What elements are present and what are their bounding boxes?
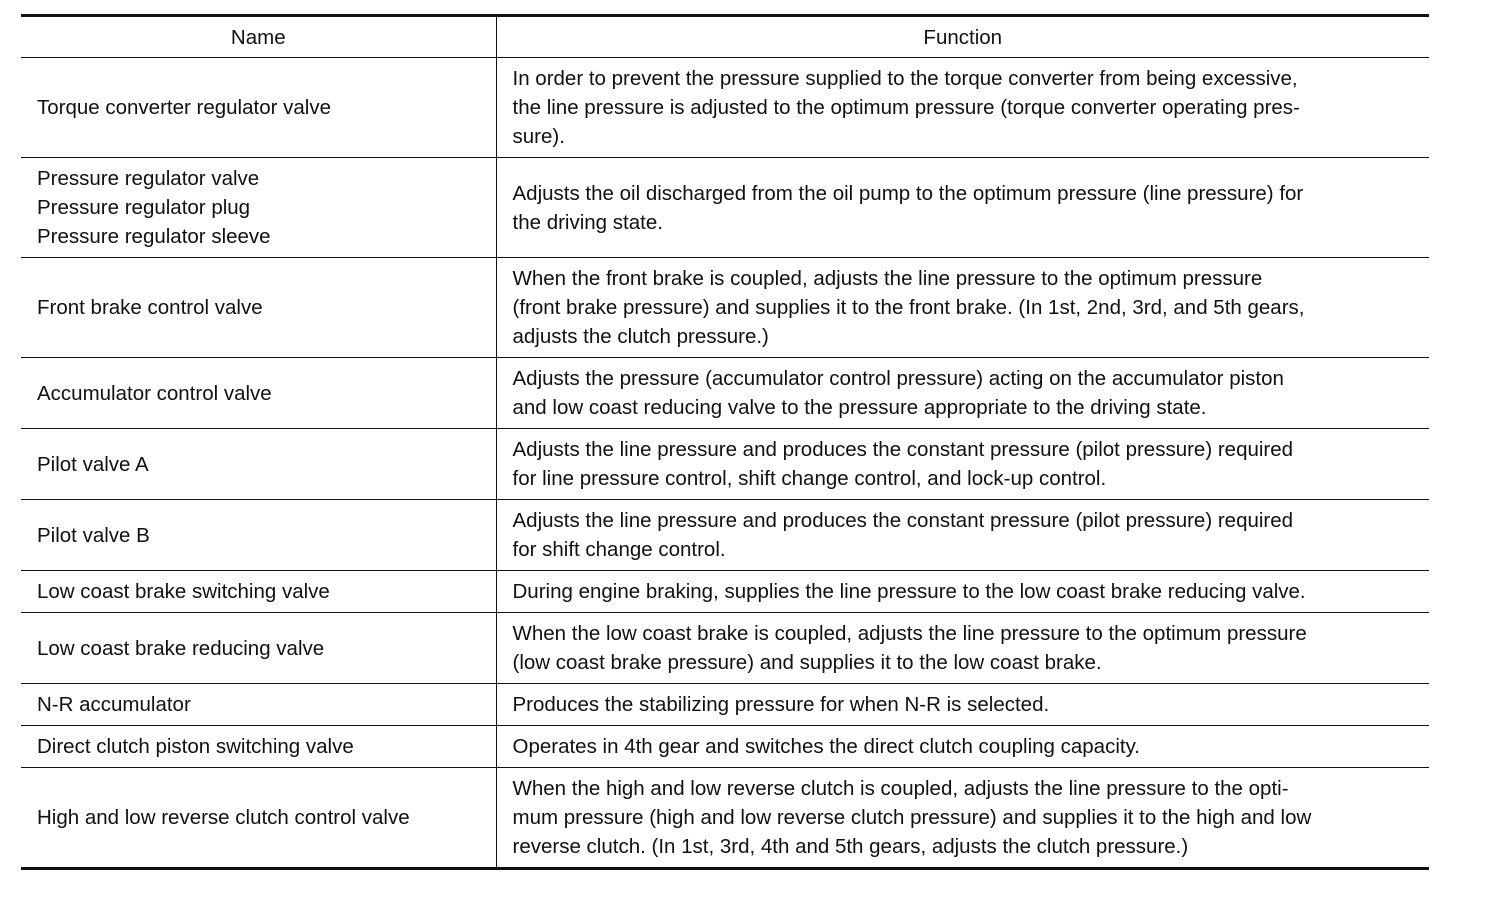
valve-function-line: mum pressure (high and low reverse clutch pressure) and supplies it to the high and low: [512, 806, 1312, 829]
valve-function-line: the line pressure is adjusted to the optimum pressure (torque converter operating pres-: [512, 96, 1300, 119]
valve-function-cell: [496, 258, 1429, 358]
table-row: [21, 258, 1429, 358]
valve-function-cell: [496, 358, 1429, 429]
header-name: Name: [21, 16, 496, 58]
table-body: [21, 58, 1429, 869]
valve-name-cell: [21, 258, 496, 358]
valve-function-line: for line pressure control, shift change control, and lock-up control.: [512, 467, 1107, 490]
valve-function-line: adjusts the clutch pressure.): [512, 325, 769, 348]
valve-function-line: (front brake pressure) and supplies it to the front brake. (In 1st, 2nd, 3rd, and 5th gears,: [512, 296, 1305, 319]
valve-function-cell: [496, 571, 1429, 613]
valve-name-line: Pilot valve A: [37, 452, 149, 476]
valve-function-cell: [496, 158, 1429, 258]
table-row: [21, 571, 1429, 613]
valve-function-line: During engine braking, supplies the line pressure to the low coast brake reducing valve.: [512, 580, 1306, 603]
valve-function-line: In order to prevent the pressure supplied to the torque converter from being excessive,: [512, 67, 1298, 90]
valve-function-line: Adjusts the oil discharged from the oil pump to the optimum pressure (line pressure) for: [512, 181, 1304, 205]
valve-name-line: Torque converter regulator valve: [37, 96, 331, 119]
table-row: [21, 500, 1429, 571]
table-row: [21, 613, 1429, 684]
valve-function-line: Adjusts the line pressure and produces the constant pressure (pilot pressure) required: [512, 438, 1294, 461]
valve-name-cell: [21, 500, 496, 571]
valve-function-line: Adjusts the pressure (accumulator control pressure) acting on the accumulator piston: [512, 367, 1284, 390]
valve-name-line: Pressure regulator plug: [37, 196, 251, 219]
valve-function-line: and low coast reducing valve to the pressure appropriate to the driving state.: [512, 396, 1207, 419]
table-row: [21, 726, 1429, 768]
valve-function-line: When the high and low reverse clutch is coupled, adjusts the line pressure to the opti-: [512, 777, 1289, 800]
valve-name-line: Accumulator control valve: [37, 381, 272, 405]
valve-function-line: Produces the stabilizing pressure for when N-R is selected.: [512, 693, 1050, 716]
valve-name-line: Low coast brake reducing valve: [37, 636, 325, 660]
valve-name-cell: [21, 684, 496, 726]
table-row: [21, 429, 1429, 500]
table-header-row: [21, 16, 1429, 58]
valve-name-line: Pressure regulator valve: [37, 167, 260, 190]
valve-function-line: When the low coast brake is coupled, adjusts the line pressure to the optimum pressure: [512, 622, 1307, 645]
valve-function-table: [21, 14, 1429, 870]
valve-function-line: Adjusts the line pressure and produces the constant pressure (pilot pressure) required: [512, 509, 1294, 532]
valve-function-line: sure).: [512, 125, 565, 148]
table-row: [21, 768, 1429, 869]
table-row: [21, 684, 1429, 726]
valve-name-line: Front brake control valve: [37, 296, 263, 319]
valve-function-table-container: [21, 14, 1429, 870]
valve-function-line: (low coast brake pressure) and supplies it to the low coast brake.: [512, 651, 1102, 674]
valve-name-line: Low coast brake switching valve: [37, 580, 330, 603]
valve-function-line: reverse clutch. (In 1st, 3rd, 4th and 5th gears, adjusts the clutch pressure.): [512, 835, 1189, 858]
valve-name-line: Pilot valve B: [37, 523, 150, 547]
valve-function-cell: [496, 768, 1429, 869]
table-row: [21, 58, 1429, 158]
valve-function-line: When the front brake is coupled, adjusts the line pressure to the optimum pressure: [512, 267, 1263, 290]
valve-function-line: the driving state.: [512, 210, 663, 234]
valve-name-cell: [21, 58, 496, 158]
valve-name-cell: [21, 158, 496, 258]
valve-name-cell: [21, 358, 496, 429]
valve-name-cell: [21, 768, 496, 869]
valve-function-cell: [496, 429, 1429, 500]
table-row: [21, 358, 1429, 429]
valve-name-cell: [21, 571, 496, 613]
valve-function-cell: [496, 684, 1429, 726]
valve-name-line: N-R accumulator: [37, 693, 191, 716]
valve-function-cell: [496, 726, 1429, 768]
valve-function-cell: [496, 613, 1429, 684]
valve-name-cell: [21, 429, 496, 500]
header-function: Function: [496, 16, 1429, 58]
valve-name-line: Direct clutch piston switching valve: [37, 735, 354, 758]
valve-function-cell: [496, 500, 1429, 571]
valve-name-cell: [21, 613, 496, 684]
valve-name-line: High and low reverse clutch control valve: [37, 806, 410, 829]
table-row: [21, 158, 1429, 258]
valve-function-cell: [496, 58, 1429, 158]
valve-name-line: Pressure regulator sleeve: [37, 225, 271, 248]
valve-function-line: Operates in 4th gear and switches the direct clutch coupling capacity.: [512, 735, 1140, 758]
valve-function-line: for shift change control.: [512, 538, 726, 561]
valve-name-cell: [21, 726, 496, 768]
